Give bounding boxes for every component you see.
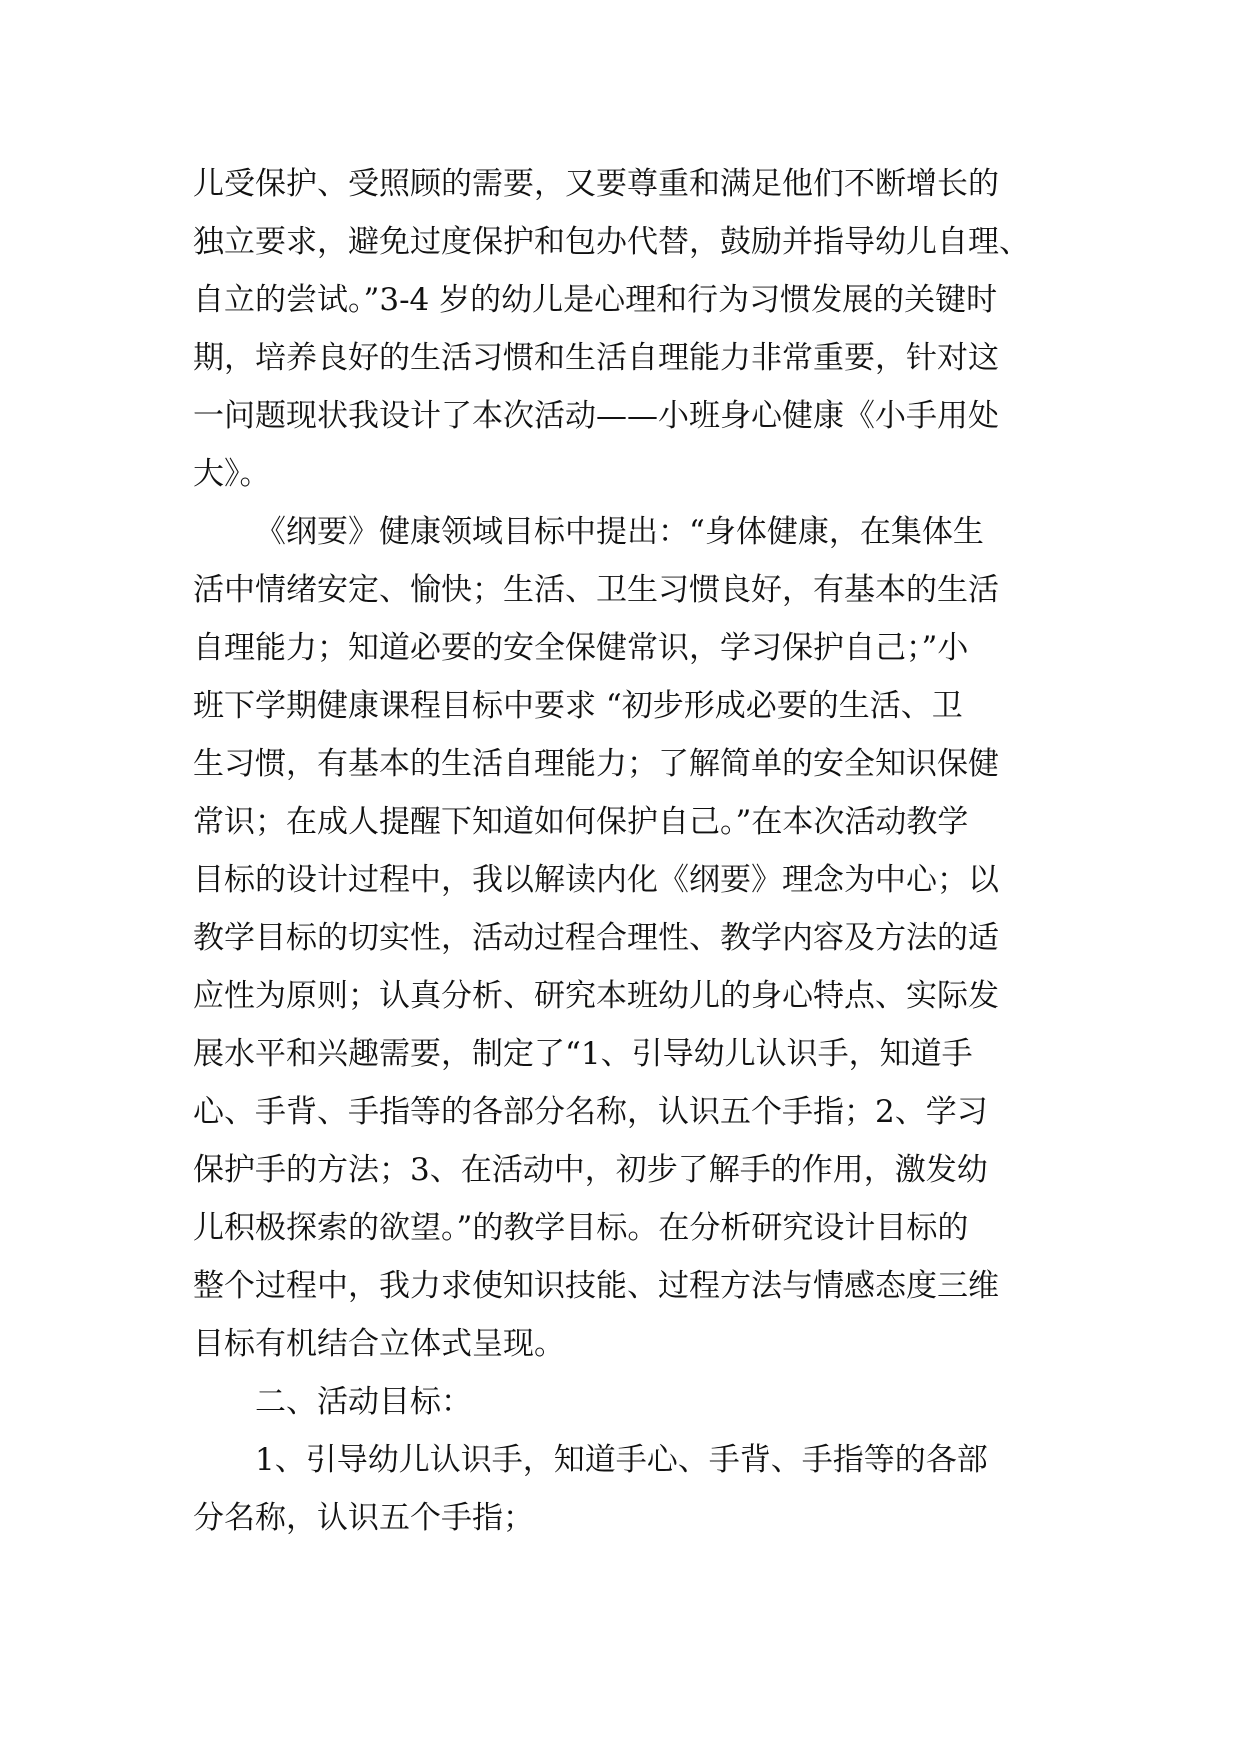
text-line: 一问题现状我设计了本次活动——小班身心健康《小手用处 bbox=[193, 398, 999, 434]
text-line: 儿积极探索的欲望。”的教学目标。在分析研究设计目标的 bbox=[193, 1210, 969, 1246]
text-line: 教学目标的切实性，活动过程合理性、教学内容及方法的适 bbox=[193, 920, 999, 956]
section-heading: 二、活动目标： bbox=[255, 1384, 472, 1420]
text-line: 儿受保护、受照顾的需要，又要尊重和满足他们不断增长的 bbox=[193, 166, 999, 202]
text-line: 目标的设计过程中，我以解读内化《纲要》理念为中心；以 bbox=[193, 862, 999, 898]
body-text bbox=[193, 155, 1053, 1547]
text-line: 大》。 bbox=[193, 456, 271, 492]
list-item-line: 1、引导幼儿认识手，知道手心、手背、手指等的各部 bbox=[255, 1442, 988, 1478]
text-line: 保护手的方法；3、在活动中，初步了解手的作用，激发幼 bbox=[193, 1152, 988, 1188]
text-line: 常识；在成人提醒下知道如何保护自己。”在本次活动教学 bbox=[193, 804, 969, 840]
text-line: 班下学期健康课程目标中要求 “初步形成必要的生活、卫 bbox=[193, 688, 963, 724]
text-line: 自理能力；知道必要的安全保健常识，学习保护自己；”小 bbox=[193, 630, 969, 666]
text-line: 独立要求，避免过度保护和包办代替，鼓励并指导幼儿自理、 bbox=[193, 224, 1030, 260]
text-line: 展水平和兴趣需要，制定了“1、引导幼儿认识手，知道手 bbox=[193, 1036, 973, 1072]
text-line: 自立的尝试。”3-4 岁的幼儿是心理和行为习惯发展的关键时 bbox=[193, 282, 998, 318]
text-line: 整个过程中，我力求使知识技能、过程方法与情感态度三维 bbox=[193, 1268, 999, 1304]
text-line: 期，培养良好的生活习惯和生活自理能力非常重要，针对这 bbox=[193, 340, 999, 376]
text-line: 目标有机结合立体式呈现。 bbox=[193, 1326, 565, 1362]
text-line: 分名称，认识五个手指； bbox=[193, 1500, 534, 1536]
text-line: 应性为原则；认真分析、研究本班幼儿的身心特点、实际发 bbox=[193, 978, 999, 1014]
text-line: 活中情绪安定、愉快；生活、卫生习惯良好，有基本的生活 bbox=[193, 572, 999, 608]
text-line: 心、手背、手指等的各部分名称，认识五个手指；2、学习 bbox=[193, 1094, 988, 1130]
text-line: 生习惯，有基本的生活自理能力；了解简单的安全知识保健 bbox=[193, 746, 999, 782]
paragraph-start-line: 《纲要》健康领域目标中提出：“身体健康，在集体生 bbox=[255, 514, 984, 550]
